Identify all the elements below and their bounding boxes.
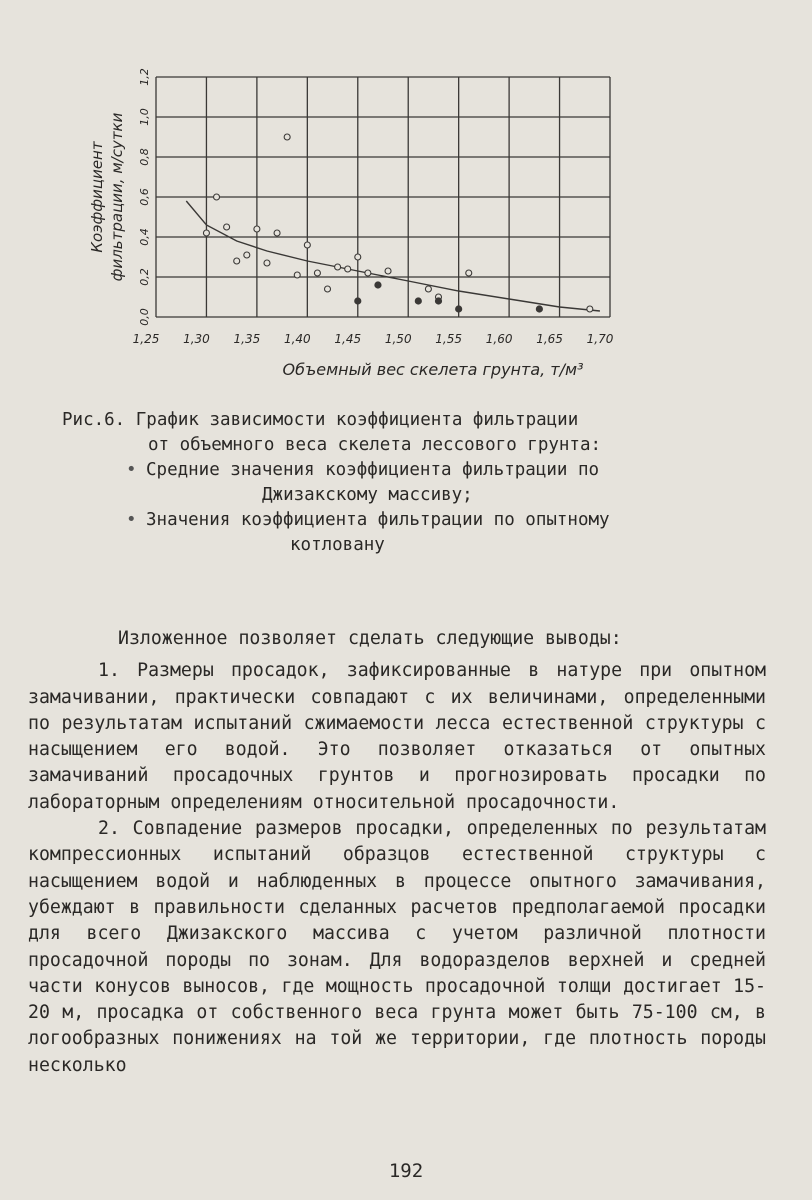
data-point-open (294, 272, 300, 278)
data-point-open (254, 226, 260, 232)
y-axis-label-line-2: фильтрации, м/сутки (108, 112, 126, 282)
data-point-open (345, 266, 351, 272)
caption-line-6: котловану (290, 535, 385, 555)
y-axis-label-line-1: Коэффициент (88, 141, 106, 253)
x-tick-label: 1,25 (132, 332, 160, 346)
conclusion-1: 1. Размеры просадок, зафиксированные в натуре при опытном замачивании, практически совпадают с их величинами, определенными по результатам испытаний сжимаемости лесса естественной структуры с насыщением его водой. Это позволяет отказаться от опытных замачиваний просадочных грунтов и прогнозировать просадки по лабораторным определениям относительной просадочности. (28, 660, 766, 813)
chart-svg (80, 55, 720, 385)
data-point-open (587, 306, 593, 312)
data-point-open (244, 252, 250, 258)
y-tick-label: 0,6 (138, 188, 151, 206)
data-point-open (466, 270, 472, 276)
data-point-open (325, 286, 331, 292)
data-point-open (355, 254, 361, 260)
x-tick-label: 1,30 (183, 332, 210, 346)
data-point-open (304, 242, 310, 248)
x-axis-label: Объемный вес скелета грунта, т/м³ (282, 360, 584, 379)
caption-line-5-text: Значения коэффициента фильтрации по опытному (146, 510, 610, 530)
conclusion-2: 2. Совпадение размеров просадки, определенных по результатам компрессионных испытаний образцов естественной структуры с насыщением водой и наблюденных в процессе опытного замачивания, убеждают в правильности сделанных расчетов предполагаемой просадки для всего Джизакского массива с учетом различной плотности просадочной породы по зонам. Для водоразделов верхней и средней части конусов выносов, где мощность просадочной толщи достигает 15-20 м, просадка от собственного веса грунта может быть 75-100 см, в логообразных понижениях на той же территории, где плотность породы несколько (28, 818, 766, 1076)
data-point-open (365, 270, 371, 276)
data-point-open (224, 224, 230, 230)
body-text (28, 626, 766, 1079)
x-tick-label: 1,50 (384, 332, 412, 346)
bullet-icon: • (126, 460, 137, 480)
data-point-open (264, 260, 270, 266)
data-point-filled (415, 297, 422, 304)
x-tick-label: 1,55 (435, 332, 463, 346)
caption-line-4: Джизакскому массиву; (262, 485, 473, 505)
data-point-open (425, 286, 431, 292)
filtration-chart (80, 55, 720, 385)
x-tick-label: 1,35 (233, 332, 261, 346)
y-tick-label: 0,8 (138, 148, 151, 166)
data-point-filled (374, 281, 381, 288)
caption-line-2: от объемного веса скелета лессового грунта: (148, 435, 602, 455)
x-tick-label: 1,70 (586, 332, 614, 346)
data-point-open (234, 258, 240, 264)
x-tick-label: 1,60 (485, 332, 513, 346)
y-tick-label: 1,2 (138, 68, 151, 86)
y-tick-label: 0,4 (138, 228, 151, 246)
data-point-filled (354, 297, 361, 304)
caption-line-5 (62, 508, 782, 533)
x-tick-label: 1,45 (334, 332, 362, 346)
data-point-filled (435, 297, 442, 304)
y-tick-label: 1,0 (138, 108, 151, 126)
x-tick-label: 1,40 (283, 332, 311, 346)
caption-line-3-text: Средние значения коэффициента фильтрации по (146, 460, 600, 480)
data-point-open (203, 230, 209, 236)
conclusions-intro: Изложенное позволяет сделать следующие выводы: (118, 628, 622, 649)
y-tick-label: 0,2 (138, 268, 151, 286)
data-point-open (214, 194, 220, 200)
x-tick-label: 1,65 (536, 332, 563, 346)
caption-line-1: Рис.6. График зависимости коэффициента фильтрации (62, 410, 579, 430)
data-point-open (284, 134, 290, 140)
caption-line-3 (62, 458, 782, 483)
page-number: 192 (388, 1160, 424, 1182)
data-point-open (274, 230, 280, 236)
figure-caption (62, 408, 782, 558)
data-point-filled (455, 305, 462, 312)
y-tick-label: 0,0 (138, 308, 151, 326)
data-point-open (335, 264, 341, 270)
data-point-filled (536, 305, 543, 312)
data-point-open (385, 268, 391, 274)
bullet-icon: • (126, 510, 137, 530)
data-point-open (314, 270, 320, 276)
